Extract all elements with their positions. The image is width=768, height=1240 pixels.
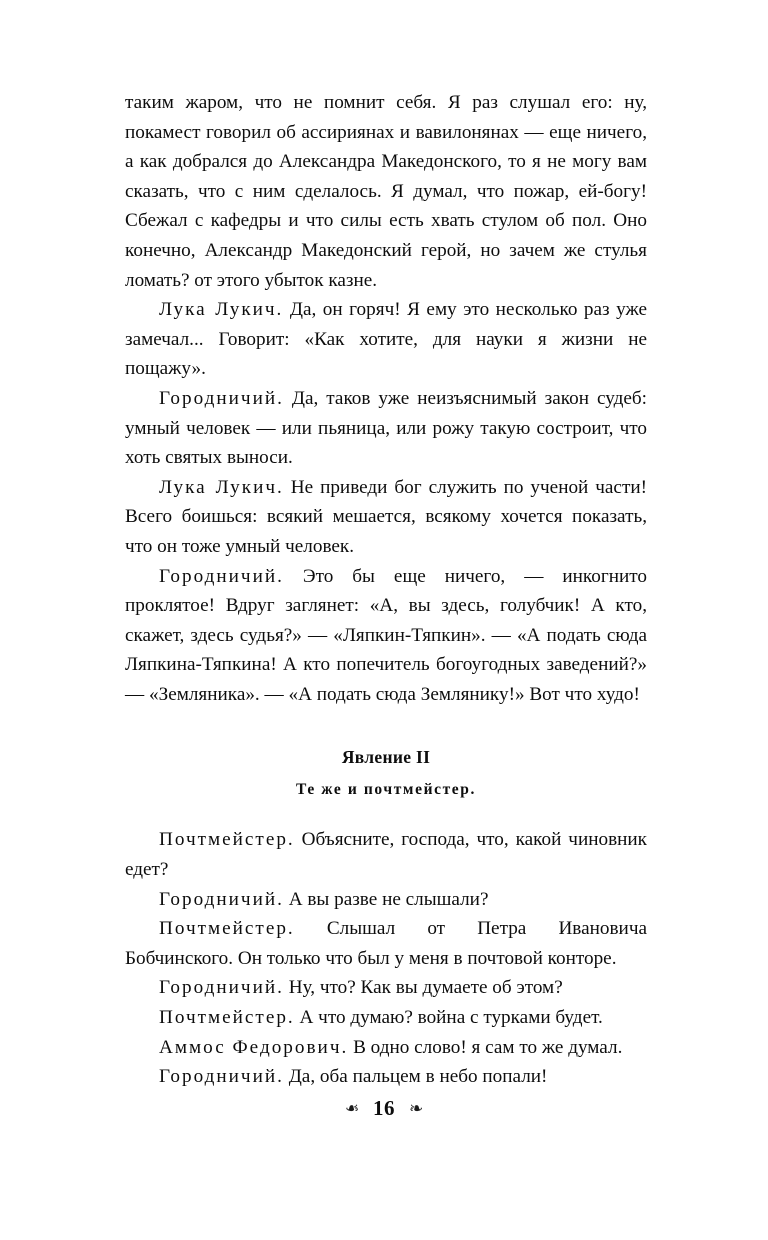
speaker-name: Городничий. xyxy=(159,977,284,999)
speaker-name: Лука Лукич. xyxy=(159,299,284,321)
dialogue-text: Да, он горяч! Я ему это несколько раз уже замечал... Говорит: «Как хотите, для науки я жизни не пощажу». xyxy=(125,299,647,380)
speaker-name: Лука Лукич. xyxy=(159,476,284,498)
spacer xyxy=(125,769,647,779)
scene-subheading: Те же и почтмейстер. xyxy=(296,781,476,799)
body-text-column xyxy=(125,88,647,1092)
spacer xyxy=(125,801,647,825)
dialogue-text: А что думаю? война с турками будет. xyxy=(294,1007,603,1029)
dialogue-text: А вы разве не слышали? xyxy=(283,888,489,910)
dialogue-line xyxy=(125,973,647,1003)
dialogue-text: Не приведи бог служить по ученой части! Всего боишься: всякий мешается, всякому хочется показать, что он тоже умный человек. xyxy=(125,476,647,557)
speaker-name: Городничий. xyxy=(159,387,284,409)
speaker-name: Городничий. xyxy=(159,1066,284,1088)
dialogue-line xyxy=(125,295,647,384)
scene-heading: Явление II xyxy=(341,747,431,768)
speaker-name: Городничий. xyxy=(159,565,284,587)
ornament-right-icon: ❧ xyxy=(409,1099,424,1118)
dialogue-text: Слышал от Петра Ивановича Бобчинского. Он только что был у меня в почтовой конторе. xyxy=(125,918,647,969)
spacer xyxy=(125,709,647,745)
dialogue-text: Это бы еще ничего, — инкогнито проклятое! Вдруг заглянет: «А, вы здесь, голубчик! А кто, скажет, здесь судья?» — «Ляпкин-Тяпкин». — «А подать сюда Ляпкина-Тяпкина! А кто попечитель богоугодных заведений?» — «Земляника». — «А подать сюда Землянику!» Вот что худо! xyxy=(125,565,647,705)
page-number: 16 xyxy=(373,1096,395,1120)
dialogue-line xyxy=(125,825,647,884)
dialogue-text: Ну, что? Как вы думаете об этом? xyxy=(283,977,563,999)
dialogue-line xyxy=(125,1033,647,1063)
speaker-name: Почтмейстер. xyxy=(159,1007,295,1029)
dialogue-line xyxy=(125,384,647,473)
dialogue-line xyxy=(125,914,647,973)
speaker-name: Почтмейстер. xyxy=(159,918,295,940)
dialogue-line xyxy=(125,1003,647,1033)
dialogue-text: Объясните, господа, что, какой чиновник едет? xyxy=(125,829,647,881)
dialogue-text: В одно слово! я сам то же думал. xyxy=(348,1036,623,1058)
speaker-name: Почтмейстер. xyxy=(159,829,295,851)
speaker-name: Городничий. xyxy=(159,888,284,910)
dialogue-line xyxy=(125,885,647,915)
dialogue-line xyxy=(125,473,647,562)
dialogue-text: Да, таков уже неизъяснимый закон судеб: умный человек — или пьяница, или рожу такую состроит, что хоть святых выноси. xyxy=(125,387,647,469)
paragraph xyxy=(125,88,647,295)
paragraph-text: таким жаром, что не помнит себя. Я раз слушал его: ну, покамест говорил об ассириянах и вавилонянах — еще ничего, а как добрался до Александра Македонского, то я не могу вам сказать, что с ним сделалось. Я думал, что пожар, ей-богу! Сбежал с кафедры и что силы есть хвать стулом об пол. Оно конечно, Александр Македонский герой, но зачем же стулья ломать? от этого убыток казне. xyxy=(125,92,647,291)
speaker-name: Аммос Федорович. xyxy=(159,1036,349,1058)
ornament-left-icon: ❧ xyxy=(344,1099,359,1118)
dialogue-text: Да, оба пальцем в небо попали! xyxy=(283,1066,548,1088)
dialogue-line xyxy=(125,562,647,710)
page-footer xyxy=(0,1096,768,1121)
dialogue-line xyxy=(125,1062,647,1092)
